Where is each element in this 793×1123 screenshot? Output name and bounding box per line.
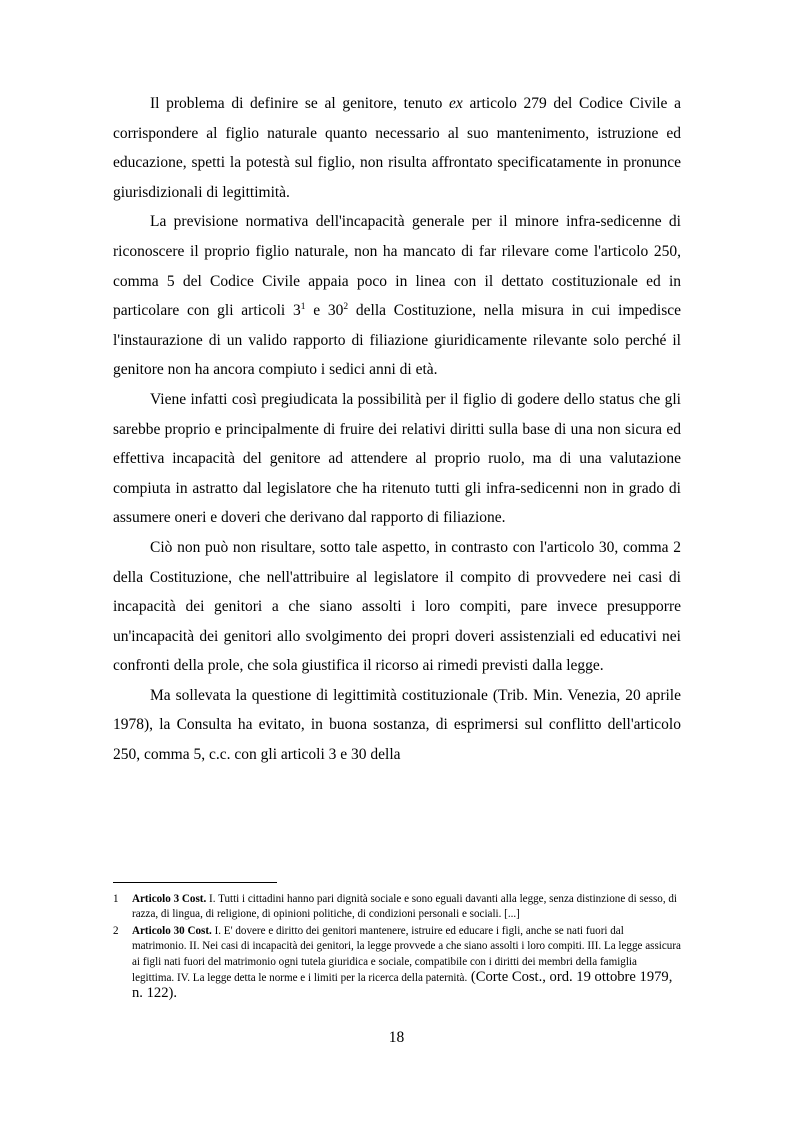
footnote-ref-2[interactable]: 2 [343,302,349,313]
p1-text-a: Il problema di definire se al genitore, tenuto [150,95,450,112]
paragraph-5: Ma sollevata la questione di legittimità costituzionale (Trib. Min. Venezia, 20 aprile 1978), la Consulta ha evitato, in buona sostanza, di esprimersi sul conflitto dell'articolo 250, comma 5, c.c. con gli articoli 3 e 30 della [113,686,681,764]
page-number: 18 [388,1029,405,1046]
footnote-text [132,892,681,923]
footnote-separator [113,882,277,883]
footnote-number: 1 [113,893,119,905]
paragraph-2 [113,207,681,385]
footnote-citation: (Corte Cost., ord. 19 ottobre 1979, n. 122). [132,969,673,1002]
footnote-2 [113,924,681,1003]
paragraph-1 [113,89,681,207]
paragraph-3: Viene infatti così pregiudicata la possibilità per il figlio di godere dello status che gli sarebbe proprio e principalmente di fruire dei relativi diritti sulla base di una non sicura ed effettiva incapacità del genitore ad attendere al proprio ruolo, ma di una valutazione compiuta in astratto dal legislatore che ha ritenuto tutti gli infra-sedicenni non in grado di assumere oneri e doveri che derivano dal rapporto di filiazione. [113,390,681,527]
p2-text-c: della Costituzione, nella misura in cui impedisce l'instaurazione di un valido rapporto di filiazione giuridicamente rilevante solo perché il genitore non ha ancora compiuto i sedici anni di età. [113,302,681,379]
footnote-text [132,924,681,1003]
footnote-body: I. Tutti i cittadini hanno pari dignità sociale e sono eguali davanti alla legge, senza distinzione di sesso, di razza, di lingua, di religione, di opinioni politiche, di condizioni personali e sociali. [...] [132,893,678,921]
p2-text-a: La previsione normativa dell'incapacità generale per il minore infra-sedicenne di riconoscere il proprio figlio naturale, non ha mancato di far rilevare come l'articolo 250, comma 5 del Codice Civile appaia poco in linea con il dettato costituzionale ed in particolare con gli articoli 3 [113,213,681,320]
body-text [113,89,681,770]
footnote-number: 2 [113,924,119,937]
footnote-title: Articolo 30 Cost. [132,924,212,937]
footnotes [113,892,681,1004]
p1-text-b: articolo 279 del Codice Civile a corrispondere al figlio naturale quanto necessario al suo mantenimento, istruzione ed educazione, spetti la potestà sul figlio, non risulta affrontato specificatamente in pronunce giurisdizionali di legittimità. [113,95,681,201]
footnote-body: I. E' dovere e diritto dei genitori mantenere, istruire ed educare i figli, anche se nati fuori dal matrimonio. II. Nei casi di incapacità dei genitori, la legge provvede a che siano assolti i loro compiti. III. La legge assicura ai figli nati fuori del matrimonio ogni tutela giuridica e sociale, compatibile con i diritti dei membri della famiglia legittima. IV. La legge detta le norme e i limiti per la ricerca della paternità. [132,924,681,985]
footnote-1 [113,892,681,923]
p2-text-b: e 30 [305,302,344,320]
paragraph-4: Ciò non può non risultare, sotto tale aspetto, in contrasto con l'articolo 30, comma 2 della Costituzione, che nell'attribuire al legislatore il compito di provvedere nei casi di incapacità dei genitori a che siano assolti i loro compiti, pare invece presupporre un'incapacità dei genitori allo svolgimento dei propri doveri assistenziali ed educativi nei confronti della prole, che sola giustifica il ricorso ai rimedi previsti dalla legge. [113,538,681,675]
footnote-ref-1[interactable]: 1 [300,302,306,313]
footnote-title: Articolo 3 Cost. [132,893,207,905]
p1-italic-ex: ex [449,95,463,112]
